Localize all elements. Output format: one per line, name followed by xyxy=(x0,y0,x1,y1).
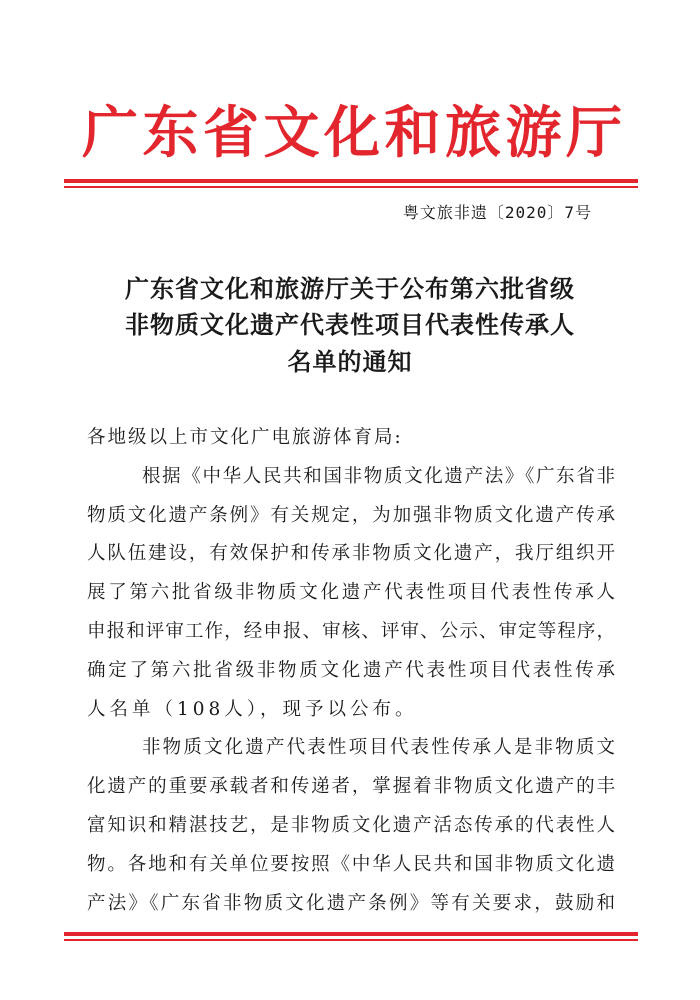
header-divider-thin xyxy=(64,186,638,188)
header-divider-thick xyxy=(64,179,638,183)
body-line: 物。各地和有关单位要按照《中华人民共和国非物质文化遗 xyxy=(87,853,615,875)
document-title-line-2: 非物质文化遗产代表性项目代表性传承人 xyxy=(125,310,575,339)
body-line: 非物质文化遗产代表性项目代表性传承人是非物质文 xyxy=(142,737,615,759)
document-title-line-3: 名单的通知 xyxy=(287,347,413,376)
body-line: 展了第六批省级非物质文化遗产代表性项目代表性传承人 xyxy=(87,582,615,604)
body-line: 申报和评审工作，经申报、审核、评审、公示、审定等程序， xyxy=(87,620,615,642)
salutation: 各地级以上市文化广电旅游体育局: xyxy=(87,427,403,448)
footer-divider-thin xyxy=(64,939,638,941)
footer-divider-thick xyxy=(64,932,638,936)
body-line: 人队伍建设，有效保护和传承非物质文化遗产，我厅组织开 xyxy=(87,543,615,565)
body-line: 物质文化遗产条例》有关规定，为加强非物质文化遗产传承 xyxy=(87,504,615,526)
document-number: 粤文旅非遗〔2020〕7号 xyxy=(402,203,592,222)
body-line: 确定了第六批省级非物质文化遗产代表性项目代表性传承 xyxy=(87,659,615,681)
document-title-line-1: 广东省文化和旅游厅关于公布第六批省级 xyxy=(125,274,575,303)
issuing-organization-header: 广东省文化和旅游厅 xyxy=(82,100,622,166)
body-line: 产法》《广东省非物质文化遗产条例》等有关要求，鼓励和 xyxy=(87,892,615,914)
body-line: 根据《中华人民共和国非物质文化遗产法》《广东省非 xyxy=(142,465,615,487)
document-body xyxy=(87,421,615,925)
body-line: 富知识和精湛技艺，是非物质文化遗产活态传承的代表性人 xyxy=(87,814,615,836)
body-line: 人名单（108人），现予以公布。 xyxy=(87,698,418,720)
body-line: 化遗产的重要承载者和传递者，掌握着非物质文化遗产的丰 xyxy=(87,776,615,798)
